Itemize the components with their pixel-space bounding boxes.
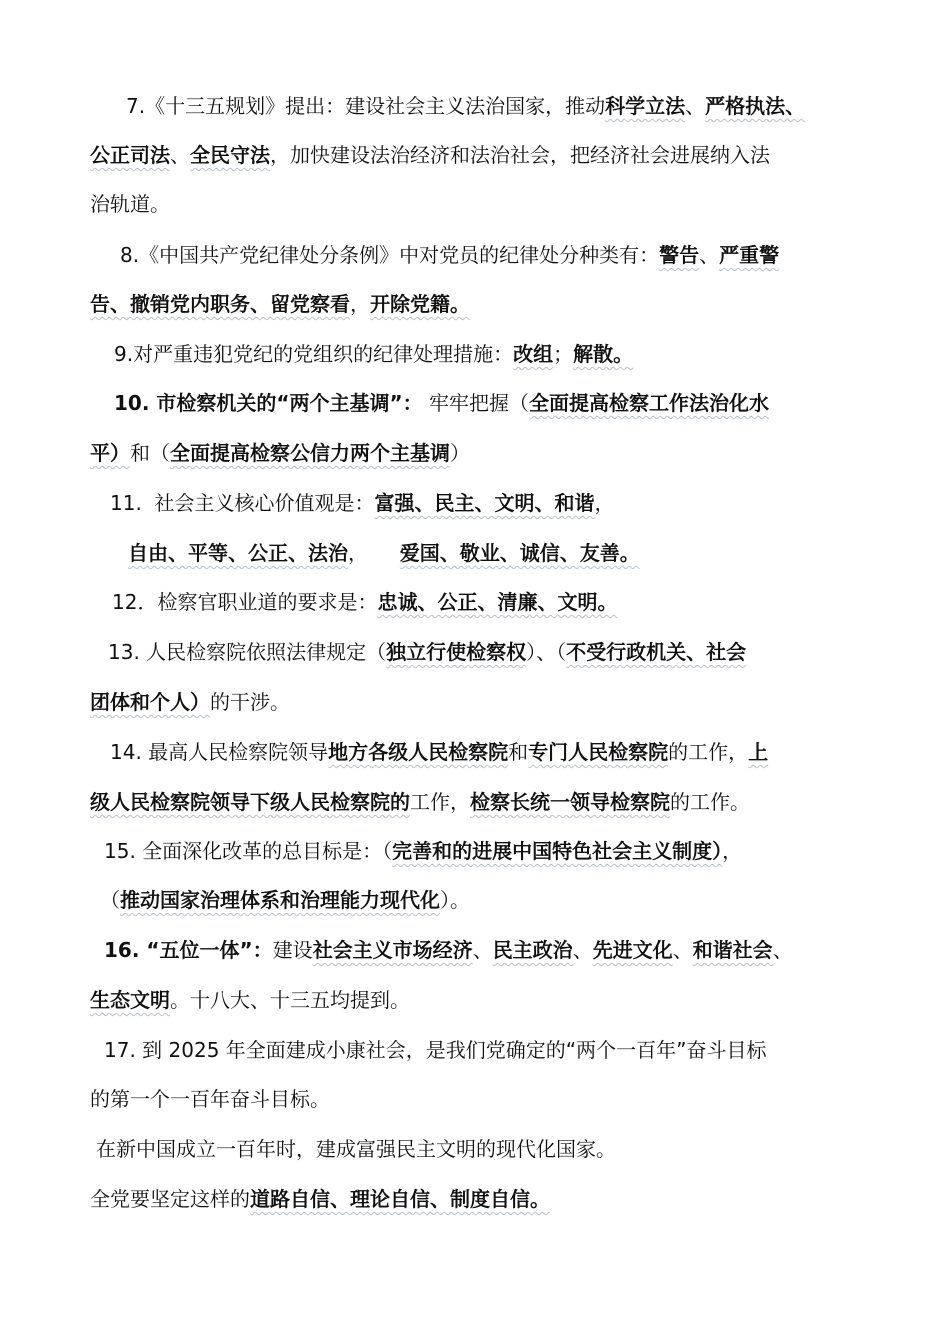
text-line (90, 1129, 886, 1169)
body-text: 、 (170, 143, 190, 167)
body-text: ， (594, 491, 615, 515)
body-text: 14. 最高人民检察院领导 (110, 740, 329, 764)
emphasis-text: 推动国家治理体系和治理能力现代化 (120, 888, 440, 912)
body-text: 9.对严重违犯党纪的党组织的纪律处理措施： (114, 342, 514, 366)
body-text: 全党要坚定这样的 (90, 1187, 250, 1211)
text-line (90, 235, 910, 275)
emphasis-text: 全面提高检察公信力两个主基调 (170, 441, 450, 465)
body-text: 11. 社会主义核心价值观是： (110, 491, 375, 515)
text-line (90, 732, 900, 772)
body-text: 建设 (272, 938, 313, 962)
emphasis-text: 全面提高检察工作法治化水 (529, 391, 770, 415)
body-text: ； (553, 342, 574, 366)
emphasis-text: 团体和个人） (90, 690, 210, 714)
emphasis-text: 生态文明 (90, 988, 170, 1012)
emphasis-text: 16. “五位一体”： (104, 938, 273, 962)
emphasis-text: 开除党籍。 (370, 292, 470, 316)
text-line (90, 930, 894, 970)
body-text: ）。 (440, 888, 470, 912)
body-text: 、 (685, 94, 706, 118)
emphasis-text: 公正司法 (90, 143, 170, 167)
emphasis-text: 改组 (513, 342, 554, 366)
emphasis-text: 爱国、敬业、诚信、友善。 (399, 541, 640, 565)
body-text: 7.《十三五规划》提出：建设社会主义法治国家，推动 (126, 94, 606, 118)
body-text: 13. 人民检察院依照法律规定（ (108, 640, 387, 664)
text-line (90, 483, 900, 523)
body-text: （ (100, 888, 120, 912)
emphasis-text: 告、撤销党内职务、留党察看 (90, 292, 350, 316)
emphasis-text: 不受行政机关、社会 (566, 640, 747, 664)
body-text: 、 (472, 938, 493, 962)
emphasis-text: 解散。 (573, 342, 634, 366)
text-line (90, 880, 890, 920)
text-line (90, 383, 904, 423)
emphasis-text: 和谐社会 (692, 938, 773, 962)
emphasis-text: 全民守法 (190, 143, 270, 167)
body-text: ， (348, 541, 400, 565)
body-text: 治轨道。 (90, 192, 170, 216)
text-line (90, 433, 880, 473)
text-line (90, 284, 880, 324)
emphasis-text: 道路自信、理论自信、制度自信。 (250, 1187, 550, 1211)
text-line (90, 86, 916, 126)
emphasis-text: 警告 (659, 243, 700, 267)
emphasis-text: 科学立法 (605, 94, 686, 118)
emphasis-text: 民主政治 (492, 938, 573, 962)
body-text: 、 (572, 938, 593, 962)
body-text: 的第一个一百年奋斗目标。 (90, 1087, 330, 1111)
text-line (90, 582, 902, 622)
emphasis-text: 地方各级人民检察院 (328, 740, 509, 764)
text-line (90, 980, 880, 1020)
emphasis-text: 平） (90, 441, 130, 465)
emphasis-text: 检察长统一领导检察院 (470, 790, 670, 814)
text-line (90, 184, 880, 224)
body-text: 和 (508, 740, 529, 764)
text-line (90, 831, 894, 871)
text-line (90, 1179, 880, 1219)
text-line (90, 1079, 880, 1119)
body-text: 17. 到 2025 年全面建成小康社会，是我们党确定的“两个一百年”奋斗目标 (104, 1038, 767, 1062)
emphasis-text: 社会主义市场经济 (312, 938, 473, 962)
body-text: 工作， (410, 790, 470, 814)
body-text: ， (722, 839, 743, 863)
body-text: 。十八大、十三五均提到。 (170, 988, 410, 1012)
text-line (90, 1030, 894, 1070)
body-text: 12．检察官职业道的要求是： (112, 590, 378, 614)
text-line (90, 782, 880, 822)
text-line (90, 334, 904, 374)
emphasis-text: 自由、平等、公正、法治 (128, 541, 348, 565)
body-text: 在新中国成立一百年时，建成富强民主文明的现代化国家。 (96, 1137, 616, 1161)
emphasis-text: 上 (748, 740, 769, 764)
text-line (90, 632, 898, 672)
emphasis-text: 10. 市检察机关的“两个主基调”： (114, 391, 423, 415)
emphasis-text: 严格执法、 (705, 94, 806, 118)
text-line (90, 682, 880, 722)
body-text: 8.《中国共产党纪律处分条例》中对党员的纪律处分种类有： (120, 243, 660, 267)
emphasis-text: 完善和的进展中国特色社会主义制度） (392, 839, 723, 863)
emphasis-text: 忠诚、公正、清廉、文明。 (377, 590, 618, 614)
body-text: ， (350, 292, 370, 316)
emphasis-text: 级人民检察院领导下级人民检察院的 (90, 790, 410, 814)
body-text: 和（ (130, 441, 170, 465)
body-text: 的工作， (668, 740, 749, 764)
body-text: ）、（ (526, 640, 567, 664)
emphasis-text: 富强、民主、文明、和谐 (374, 491, 595, 515)
body-text: ） (450, 441, 470, 465)
body-text: 、 (699, 243, 720, 267)
body-text: 、 (772, 938, 793, 962)
emphasis-text: 独立行使检察权 (386, 640, 527, 664)
body-text: 15. 全面深化改革的总目标是：（ (104, 839, 393, 863)
body-text: 的工作。 (670, 790, 750, 814)
emphasis-text: 专门人民检察院 (528, 740, 669, 764)
text-line (90, 135, 880, 175)
emphasis-text: 先进文化 (592, 938, 673, 962)
emphasis-text: 严重警 (719, 243, 780, 267)
body-text: 牢牢把握（ (422, 391, 530, 415)
body-text: 的干涉。 (210, 690, 290, 714)
body-text: 、 (672, 938, 693, 962)
text-line (90, 533, 918, 573)
body-text: ，加快建设法治经济和法治社会，把经济社会进展纳入法 (270, 143, 770, 167)
